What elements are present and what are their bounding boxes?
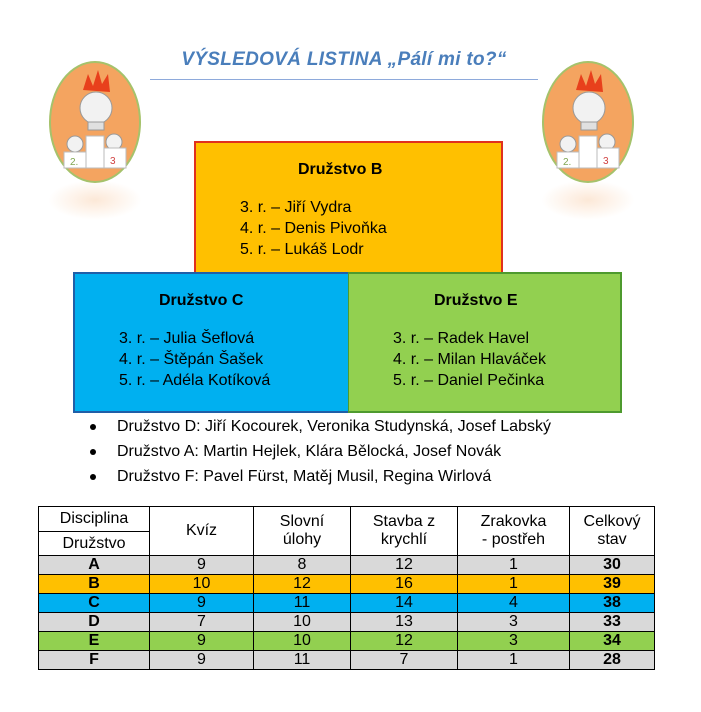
total-cell: 39	[570, 575, 655, 594]
team-cell: F	[39, 651, 150, 670]
team-e-member: 5. r. – Daniel Pečinka	[393, 372, 545, 389]
score-cell: 1	[458, 556, 570, 575]
title-underline	[150, 79, 538, 80]
logo-left	[48, 60, 142, 184]
bullet-icon	[90, 449, 96, 455]
score-cell: 12	[351, 556, 458, 575]
total-cell: 34	[570, 632, 655, 651]
table-row	[39, 632, 655, 651]
score-cell: 7	[150, 613, 254, 632]
team-e-member: 4. r. – Milan Hlaváček	[393, 351, 546, 368]
score-cell: 9	[150, 594, 254, 613]
column-header: Celkový stav	[570, 507, 655, 556]
team-b-member: 4. r. – Denis Pivoňka	[240, 220, 387, 237]
team-c-member: 3. r. – Julia Šeflová	[119, 330, 255, 347]
page-title: VÝSLEDOVÁ LISTINA „Pálí mi to?“	[181, 49, 507, 70]
score-cell: 10	[254, 632, 351, 651]
corner-team: Družstvo	[39, 532, 150, 556]
score-cell: 12	[351, 632, 458, 651]
table-row	[39, 556, 655, 575]
total-cell: 33	[570, 613, 655, 632]
score-cell: 3	[458, 613, 570, 632]
logo-place-2: 2.	[70, 157, 79, 168]
team-b-title: Družstvo B	[298, 161, 383, 178]
team-b-member: 3. r. – Jiří Vydra	[240, 199, 352, 216]
results-table	[38, 506, 655, 670]
team-cell: E	[39, 632, 150, 651]
bullet-icon	[90, 424, 96, 430]
team-cell: B	[39, 575, 150, 594]
column-header: Kvíz	[150, 507, 254, 556]
table-row	[39, 651, 655, 670]
score-cell: 4	[458, 594, 570, 613]
logo-reflection	[541, 180, 635, 220]
logo-place-3: 3	[603, 156, 609, 167]
corner-discipline: Disciplina	[39, 507, 150, 532]
table-row	[39, 575, 655, 594]
team-e-member: 3. r. – Radek Havel	[393, 330, 530, 347]
team-cell: C	[39, 594, 150, 613]
total-cell: 30	[570, 556, 655, 575]
logo-place-2: 2.	[563, 157, 572, 168]
score-cell: 11	[254, 651, 351, 670]
total-cell: 28	[570, 651, 655, 670]
bullet-icon	[90, 474, 96, 480]
total-cell: 38	[570, 594, 655, 613]
score-cell: 11	[254, 594, 351, 613]
score-cell: 16	[351, 575, 458, 594]
score-cell: 10	[254, 613, 351, 632]
list-item-text: Družstvo D: Jiří Kocourek, Veronika Studynská, Josef Labský	[117, 418, 551, 435]
logo-right	[541, 60, 635, 184]
podium-logo-icon	[48, 60, 142, 184]
score-cell: 9	[150, 651, 254, 670]
column-header: Slovní úlohy	[254, 507, 351, 556]
score-cell: 1	[458, 575, 570, 594]
column-header: Zrakovka - postřeh	[458, 507, 570, 556]
team-c-member: 4. r. – Štěpán Šašek	[119, 351, 264, 368]
team-e-box	[348, 272, 622, 413]
team-cell: D	[39, 613, 150, 632]
team-e-title: Družstvo E	[434, 292, 518, 309]
score-cell: 8	[254, 556, 351, 575]
score-cell: 12	[254, 575, 351, 594]
team-c-member: 5. r. – Adéla Kotíková	[119, 372, 271, 389]
logo-place-3: 3	[110, 156, 116, 167]
list-item-text: Družstvo A: Martin Hejlek, Klára Bělocká, Josef Novák	[117, 443, 502, 460]
score-cell: 9	[150, 556, 254, 575]
list-item-text: Družstvo F: Pavel Fürst, Matěj Musil, Regina Wirlová	[117, 468, 492, 485]
team-b-box	[194, 141, 503, 274]
score-cell: 3	[458, 632, 570, 651]
team-c-box	[73, 272, 348, 413]
team-cell: A	[39, 556, 150, 575]
score-cell: 7	[351, 651, 458, 670]
score-cell: 14	[351, 594, 458, 613]
team-c-title: Družstvo C	[159, 292, 244, 309]
score-cell: 10	[150, 575, 254, 594]
table-row	[39, 594, 655, 613]
score-cell: 13	[351, 613, 458, 632]
score-cell: 1	[458, 651, 570, 670]
score-cell: 9	[150, 632, 254, 651]
table-header-row	[39, 507, 655, 532]
podium-logo-icon	[541, 60, 635, 184]
team-b-member: 5. r. – Lukáš Lodr	[240, 241, 364, 258]
table-row	[39, 613, 655, 632]
logo-reflection	[48, 180, 142, 220]
column-header: Stavba z krychlí	[351, 507, 458, 556]
